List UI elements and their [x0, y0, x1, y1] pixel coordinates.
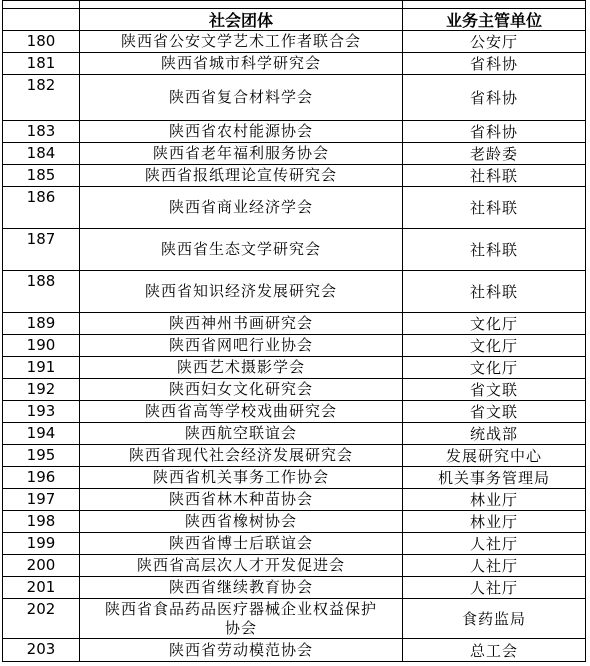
- organization-name-cell: 陕西省网吧行业协会: [80, 335, 403, 356]
- table-row: [3, 489, 585, 511]
- supervising-unit-cell: 人社厅: [469, 579, 518, 597]
- row-number-cell: 183: [3, 121, 80, 142]
- supervising-unit-cell: 社科联: [469, 167, 518, 185]
- organization-name-cell: 陕西省现代社会经济发展研究会: [80, 445, 403, 466]
- table-body: [3, 31, 585, 661]
- table-row: [3, 401, 585, 423]
- header-number-cell: [3, 9, 80, 30]
- table-row: [3, 555, 585, 577]
- supervising-unit-cell: 林业厅: [469, 513, 518, 531]
- organization-name-cell: 陕西省复合材料学会: [80, 75, 403, 120]
- organization-name-cell: 陕西省机关事务工作协会: [80, 467, 403, 488]
- supervising-unit-cell: 人社厅: [469, 535, 518, 553]
- organization-name-cell: 陕西航空联谊会: [80, 423, 403, 444]
- organization-name-cell: 陕西省高层次人才开发促进会: [80, 555, 403, 576]
- row-number-cell: 187: [3, 229, 80, 270]
- table-row: [3, 165, 585, 187]
- header-org-cell: 社会团体: [80, 9, 403, 30]
- supervising-unit-cell: 省科协: [469, 123, 518, 141]
- supervising-unit-cell: 食药监局: [461, 610, 526, 628]
- organization-name-cell: 陕西省林木种苗协会: [80, 489, 403, 510]
- header-unit-cell: 业务主管单位: [445, 11, 542, 30]
- table-row: [3, 533, 585, 555]
- organization-name-cell: 陕西省老年福利服务协会: [80, 143, 403, 164]
- table-row: [3, 313, 585, 335]
- table-row: [3, 467, 585, 489]
- supervising-unit-cell: 林业厅: [469, 491, 518, 509]
- table-row: [3, 423, 585, 445]
- social-organizations-table: [2, 0, 586, 662]
- organization-name-cell: 陕西省生态文学研究会: [80, 229, 403, 270]
- supervising-unit-cell: 总工会: [469, 641, 518, 660]
- table-row: [3, 187, 585, 229]
- row-number-cell: 202: [3, 599, 80, 638]
- supervising-unit-cell: 社科联: [469, 199, 518, 217]
- row-number-cell: 199: [3, 533, 80, 554]
- row-number-cell: 184: [3, 143, 80, 164]
- table-row: [3, 577, 585, 599]
- row-number-cell: 185: [3, 165, 80, 186]
- row-number-cell: 180: [3, 31, 80, 52]
- row-number-cell: 198: [3, 511, 80, 532]
- table-row: [3, 599, 585, 639]
- row-number-cell: 194: [3, 423, 80, 444]
- row-number-cell: 195: [3, 445, 80, 466]
- row-number-cell: 191: [3, 357, 80, 378]
- row-number-cell: 197: [3, 489, 80, 510]
- organization-name-cell: 陕西省博士后联谊会: [80, 533, 403, 554]
- organization-name-cell: 陕西神州书画研究会: [80, 313, 403, 334]
- organization-name-cell: 陕西省商业经济学会: [80, 187, 403, 228]
- organization-name-cell: 陕西省公安文学艺术工作者联合会: [80, 31, 403, 52]
- row-number-cell: 192: [3, 379, 80, 400]
- organization-name-cell: 陕西省劳动模范协会: [80, 639, 403, 661]
- organization-name-cell: 陕西艺术摄影学会: [80, 357, 403, 378]
- supervising-unit-cell: 文化厅: [469, 359, 518, 377]
- table-row: [3, 53, 585, 75]
- organization-name-cell: 陕西省农村能源协会: [80, 121, 403, 142]
- row-number-cell: 200: [3, 555, 80, 576]
- organization-name-cell: 陕西省城市科学研究会: [80, 53, 403, 74]
- organization-name-cell: 陕西省食品药品医疗器械企业权益保护协会: [80, 599, 403, 638]
- table-row: [3, 121, 585, 143]
- organization-name-cell: 陕西省继续教育协会: [80, 577, 403, 598]
- table-row: [3, 75, 585, 121]
- row-number-cell: 193: [3, 401, 80, 422]
- supervising-unit-cell: 省文联: [469, 403, 518, 421]
- supervising-unit-cell: 机关事务管理局: [437, 469, 550, 487]
- supervising-unit-cell: 老龄委: [469, 145, 518, 163]
- supervising-unit-cell: 省科协: [469, 89, 518, 107]
- row-number-cell: 203: [3, 639, 80, 661]
- row-number-cell: 186: [3, 187, 80, 228]
- supervising-unit-cell: 省科协: [469, 55, 518, 73]
- table-header-row: [3, 9, 585, 31]
- organization-name-cell: 陕西省橡树协会: [80, 511, 403, 532]
- table-row: [3, 31, 585, 53]
- table-row: [3, 357, 585, 379]
- table-row: [3, 143, 585, 165]
- supervising-unit-cell: 文化厅: [469, 337, 518, 355]
- row-number-cell: 189: [3, 313, 80, 334]
- table-row: [3, 511, 585, 533]
- table-row: [3, 271, 585, 313]
- supervising-unit-cell: 人社厅: [469, 557, 518, 575]
- supervising-unit-cell: 省文联: [469, 381, 518, 399]
- table-row: [3, 379, 585, 401]
- row-number-cell: 190: [3, 335, 80, 356]
- table-row: [3, 445, 585, 467]
- row-number-cell: 181: [3, 53, 80, 74]
- table-row: [3, 335, 585, 357]
- table-row: [3, 639, 585, 661]
- table-row: [3, 229, 585, 271]
- supervising-unit-cell: 统战部: [469, 425, 518, 443]
- supervising-unit-cell: 发展研究中心: [445, 447, 542, 465]
- organization-name-cell: 陕西妇女文化研究会: [80, 379, 403, 400]
- organization-name-cell: 陕西省高等学校戏曲研究会: [80, 401, 403, 422]
- organization-name-cell: 陕西省报纸理论宣传研究会: [80, 165, 403, 186]
- supervising-unit-cell: 社科联: [469, 241, 518, 259]
- row-number-cell: 182: [3, 75, 80, 120]
- organization-name-cell: 陕西省知识经济发展研究会: [80, 271, 403, 312]
- supervising-unit-cell: 文化厅: [469, 315, 518, 333]
- row-number-cell: 188: [3, 271, 80, 312]
- row-number-cell: 196: [3, 467, 80, 488]
- supervising-unit-cell: 社科联: [469, 283, 518, 301]
- row-number-cell: 201: [3, 577, 80, 598]
- supervising-unit-cell: 公安厅: [469, 33, 518, 51]
